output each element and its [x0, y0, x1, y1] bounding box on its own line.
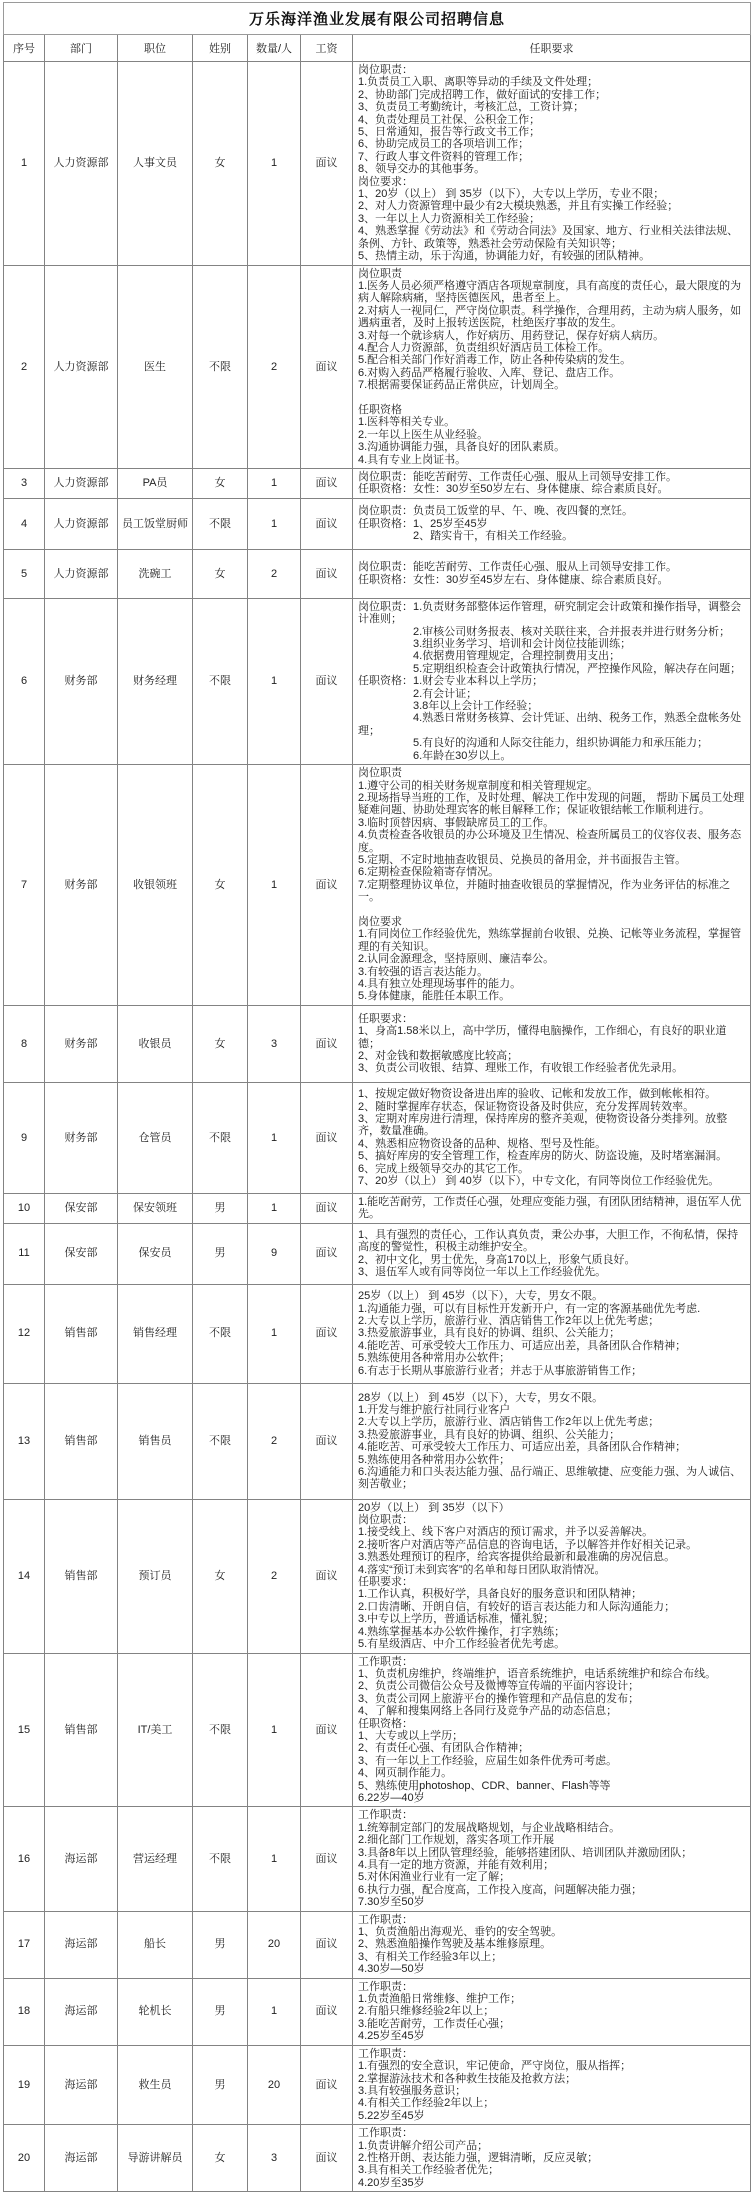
cell-serial-number: 2 [4, 265, 45, 469]
cell-department: 销售部 [45, 1284, 118, 1383]
cell-salary: 面议 [301, 1005, 353, 1082]
cell-department: 保安部 [45, 1193, 118, 1223]
cell-position: 轮机长 [118, 1978, 193, 2045]
column-header: 部门 [45, 35, 118, 62]
column-header: 序号 [4, 35, 45, 62]
cell-serial-number: 9 [4, 1082, 45, 1193]
table-row [4, 265, 751, 469]
cell-salary: 面议 [301, 1653, 353, 1807]
cell-requirements: 1、具有强烈的责任心，工作认真负责，秉公办事，大胆工作，不徇私情，保持高度的警觉性，积极主动维护安全。 2、初中文化，男士优先，身高170以上，形象气质良好。 3、退伍军人或有同等岗位一年以上工作经验优先。 [353, 1223, 751, 1284]
cell-position: 收银员 [118, 1005, 193, 1082]
cell-department: 海运部 [45, 1911, 118, 1978]
cell-requirements: 岗位职责： 1.负责员工入职、离职等异动的手续及文件处理； 2、协助部门完成招聘工作，做好面试的安排工作； 3、负责员工考勤统计，考核汇总，工资计算； 4、负责处理员工社保、公积金工作； 5、日常通知，报告等行政文书工作； 6、协助完成员工的各项培训工作； 7、行政人事文件资料的管理工作； 8、领导交办的其他事务。 岗位要求： 1、20岁（以上） 到 35岁（以下），大专以上学历，专业不限； 2、对人力资源管理中最少有2大模块熟悉，并且有实操工作经验； 3、一年以上人力资源相关工作经验； 4、熟悉掌握《劳动法》和《劳动合同法》及国家、地方、行业相关法律法规、条例、方针、政策等，熟悉社会劳动保险有关知识等； 5、热情主动，乐于沟通，协调能力好，有较强的团队精神。 [353, 62, 751, 266]
column-header: 任职要求 [353, 35, 751, 62]
recruitment-table [3, 2, 751, 2192]
cell-serial-number: 3 [4, 469, 45, 499]
cell-salary: 面议 [301, 1383, 353, 1499]
cell-position: 仓管员 [118, 1082, 193, 1193]
cell-count: 1 [248, 1653, 301, 1807]
cell-count: 1 [248, 1807, 301, 1911]
cell-department: 保安部 [45, 1223, 118, 1284]
table-row [4, 62, 751, 266]
cell-count: 3 [248, 2125, 301, 2192]
cell-serial-number: 17 [4, 1911, 45, 1978]
cell-gender: 女 [193, 469, 248, 499]
cell-salary: 面议 [301, 598, 353, 764]
cell-salary: 面议 [301, 498, 353, 549]
column-header: 工资 [301, 35, 353, 62]
cell-department: 人力资源部 [45, 265, 118, 469]
cell-department: 销售部 [45, 1653, 118, 1807]
cell-department: 销售部 [45, 1383, 118, 1499]
cell-requirements: 工作职责： 1、负责机房维护，终端维护，语音系统维护，电话系统维护和综合布线。 2、负责公司微信公众号及微博等宣传端的平面内容设计； 3、负责公司网上旅游平台的操作管理和产品信息的发布； 4、了解和搜集网络上各同行及竞争产品的动态信息； 任职资格： 1、大专或以上学历； 2、有责任心强、有团队合作精神； 3、有一年以上工作经验，应届生如条件优秀可考虑。 4、网页制作能力。 5、熟练使用photoshop、CDR、banner、Flash等等 6.22岁—40岁 [353, 1653, 751, 1807]
title-row [4, 3, 751, 35]
cell-requirements: 1、按规定做好物资设备进出库的验收、记帐和发放工作，做到帐帐相符。 2、随时掌握库存状态，保证物资设备及时供应，充分发挥周转效率。 3、定期对库房进行清理，保持库房的整齐美观，使物资设备分类排列。放整齐，数量准确。 4、熟悉相应物资设备的品种、规格、型号及性能。 5、搞好库房的安全管理工作，检查库房的防火、防盗设施，及时堵塞漏洞。 6、完成上级领导交办的其它工作。 7、20岁（以上） 到 40岁（以下），中专文化，有同等岗位工作经验优先。 [353, 1082, 751, 1193]
cell-gender: 男 [193, 2045, 248, 2124]
table-row [4, 1383, 751, 1499]
cell-count: 2 [248, 1499, 301, 1653]
cell-count: 1 [248, 1193, 301, 1223]
cell-department: 销售部 [45, 1499, 118, 1653]
cell-count: 9 [248, 1223, 301, 1284]
cell-position: 收银领班 [118, 765, 193, 1006]
cell-gender: 不限 [193, 1807, 248, 1911]
table-row [4, 2125, 751, 2192]
cell-salary: 面议 [301, 1978, 353, 2045]
cell-requirements: 工作职责： 1.负责讲解介绍公司产品； 2.性格开朗、表达能力强，逻辑清晰，反应灵敏； 3.具有相关工作经验者优先； 4.20岁至35岁 [353, 2125, 751, 2192]
cell-gender: 男 [193, 1978, 248, 2045]
cell-count: 20 [248, 1911, 301, 1978]
table-row [4, 469, 751, 499]
cell-position: 销售经理 [118, 1284, 193, 1383]
table-row [4, 498, 751, 549]
cell-serial-number: 14 [4, 1499, 45, 1653]
cell-gender: 男 [193, 1223, 248, 1284]
cell-salary: 面议 [301, 1082, 353, 1193]
cell-requirements: 25岁（以上） 到 45岁（以下），大专，男女不限。 1.沟通能力强，可以有目标性开发新开户，有一定的客源基础优先考虑. 2.大专以上学历，旅游行业、酒店销售工作2年以上优先考虑； 3.热爱旅游事业，具有良好的协调、组织、公关能力； 4.能吃苦、可承受较大工作压力、可适应出差，具备团队合作精神； 5.熟练使用各种常用办公软件； 6.有志于长期从事旅游行业者；并志于从事旅游销售工作； [353, 1284, 751, 1383]
cell-serial-number: 11 [4, 1223, 45, 1284]
cell-count: 1 [248, 62, 301, 266]
cell-serial-number: 4 [4, 498, 45, 549]
cell-count: 1 [248, 1284, 301, 1383]
table-row [4, 1807, 751, 1911]
cell-requirements: 岗位职责：1.负责财务部整体运作管理，研究制定会计政策和操作指导，调整会计准则； 2.审核公司财务报表、核对关联往来，合并报表并进行财务分析； 3.组织业务学习、培训和会计岗位技能训练； 4.依据费用管理规定，合理控制费用支出； 5.定期组织检查会计政策执行情况，严控操作风险，解决存在问题； 任职资格：1.财会专业本科以上学历； 2.有会计证； 3.8年以上会计工作经验； 4.熟悉日常财务核算、会计凭证、出纳、税务工作，熟悉全盘帐务处理； 5.有良好的沟通和人际交往能力，组织协调能力和承压能力； 6.年龄在30岁以上。 [353, 598, 751, 764]
cell-gender: 不限 [193, 498, 248, 549]
cell-department: 财务部 [45, 765, 118, 1006]
cell-salary: 面议 [301, 1807, 353, 1911]
cell-serial-number: 19 [4, 2045, 45, 2124]
cell-salary: 面议 [301, 1284, 353, 1383]
cell-serial-number: 10 [4, 1193, 45, 1223]
cell-serial-number: 8 [4, 1005, 45, 1082]
cell-position: 人事文员 [118, 62, 193, 266]
cell-position: 洗碗工 [118, 549, 193, 598]
cell-count: 20 [248, 2045, 301, 2124]
table-row [4, 1911, 751, 1978]
cell-requirements: 工作职责： 1、负责渔船出海观光、垂钓的安全驾驶。 2、熟悉渔船操作驾驶及基本维修原理。 3、有相关工作经验3年以上； 4.30岁—50岁 [353, 1911, 751, 1978]
cell-serial-number: 20 [4, 2125, 45, 2192]
cell-serial-number: 12 [4, 1284, 45, 1383]
cell-department: 海运部 [45, 1807, 118, 1911]
cell-gender: 男 [193, 1911, 248, 1978]
cell-salary: 面议 [301, 1223, 353, 1284]
cell-count: 1 [248, 469, 301, 499]
cell-gender: 不限 [193, 1082, 248, 1193]
cell-gender: 不限 [193, 265, 248, 469]
column-header: 数量/人 [248, 35, 301, 62]
cell-requirements: 岗位职责：能吃苦耐劳、工作责任心强、服从上司领导安排工作。 任职资格：女性：30岁至45岁左右、身体健康、综合素质良好。 [353, 549, 751, 598]
cell-serial-number: 13 [4, 1383, 45, 1499]
cell-position: 销售员 [118, 1383, 193, 1499]
table-row [4, 1005, 751, 1082]
page-title: 万乐海洋渔业发展有限公司招聘信息 [4, 3, 751, 35]
cell-requirements: 28岁（以上） 到 45岁（以下），大专，男女不限。 1.开发与维护旅行社同行业客户 2.大专以上学历，旅游行业、酒店销售工作2年以上优先考虑； 3.热爱旅游事业，具有良好的协调、组织、公关能力； 4.能吃苦、可承受较大工作压力、可适应出差，具备团队合作精神； 5.熟练使用各种常用办公软件； 6.沟通能力和口头表达能力强、品行端正、思维敏捷、应变能力强、为人诚信、刻苦敬业； [353, 1383, 751, 1499]
cell-position: PA员 [118, 469, 193, 499]
recruitment-table-body [4, 62, 751, 2192]
cell-salary: 面议 [301, 62, 353, 266]
cell-count: 2 [248, 1383, 301, 1499]
cell-requirements: 岗位职责 1.医务人员必须严格遵守酒店各项规章制度，具有高度的责任心，最大限度的为病人解除病痛，坚持医德医风，患者至上。 2.对病人一视同仁，严守岗位职责。科学操作，合理用药，主动为病人服务，如遇病重者，及时上报转送医院，杜绝医疗事故的发生。 3.对每一个就诊病人，作好病历、用药登记，保存好病人病历。 4.配合人力资源部，负责组织好酒店员工体检工作。 5.配合相关部门作好消毒工作，防止各种传染病的发生。 6.对购入药品严格履行验收、入库、登记、盘店工作。 7.根据需要保证药品正常供应，计划周全。 任职资格 1.医科等相关专业。 2.一年以上医生从业经验。 3.沟通协调能力强，具备良好的团队素质。 4.具有专业上岗证书。 [353, 265, 751, 469]
cell-department: 财务部 [45, 1082, 118, 1193]
cell-salary: 面议 [301, 765, 353, 1006]
cell-salary: 面议 [301, 265, 353, 469]
cell-department: 人力资源部 [45, 62, 118, 266]
cell-requirements: 任职要求： 1、身高1.58米以上，高中学历，懂得电脑操作，工作细心，有良好的职业道德； 2、对金钱和数据敏感度比较高； 3、负责公司收银、结算、理账工作，有收银工作经验者优先录用。 [353, 1005, 751, 1082]
cell-position: 船长 [118, 1911, 193, 1978]
cell-count: 1 [248, 765, 301, 1006]
cell-gender: 不限 [193, 1383, 248, 1499]
table-row [4, 1284, 751, 1383]
cell-gender: 男 [193, 1193, 248, 1223]
cell-department: 人力资源部 [45, 549, 118, 598]
cell-position: 保安领班 [118, 1193, 193, 1223]
cell-count: 2 [248, 549, 301, 598]
column-header: 姓别 [193, 35, 248, 62]
cell-position: 医生 [118, 265, 193, 469]
table-row [4, 1082, 751, 1193]
cell-count: 2 [248, 265, 301, 469]
header-row [4, 35, 751, 62]
cell-department: 财务部 [45, 598, 118, 764]
cell-count: 3 [248, 1005, 301, 1082]
table-row [4, 765, 751, 1006]
cell-department: 财务部 [45, 1005, 118, 1082]
table-row [4, 1499, 751, 1653]
cell-salary: 面议 [301, 1499, 353, 1653]
cell-department: 人力资源部 [45, 469, 118, 499]
cell-gender: 女 [193, 549, 248, 598]
cell-department: 海运部 [45, 2045, 118, 2124]
cell-requirements: 岗位职责：负责员工饭堂的早、午、晚、夜四餐的烹饪。 任职资格：1、25岁至45岁 2、踏实肯干，有相关工作经验。 [353, 498, 751, 549]
cell-requirements: 工作职责： 1.统筹制定部门的发展战略规划，与企业战略相结合。 2.细化部门工作规划，落实各项工作开展 3.具备8年以上团队管理经验，能够搭建团队、培训团队并激励团队； 4.具有一定的地方资源，并能有效利用； 5.对休闲渔业行业有一定了解； 6.执行力强，配合度高，工作投入度高，问题解决能力强； 7.30岁至50岁 [353, 1807, 751, 1911]
cell-salary: 面议 [301, 2125, 353, 2192]
column-header: 职位 [118, 35, 193, 62]
cell-position: 营运经理 [118, 1807, 193, 1911]
table-row [4, 2045, 751, 2124]
cell-gender: 女 [193, 765, 248, 1006]
cell-requirements: 工作职责： 1.负责渔船日常维修、维护工作； 2.有船只维修经验2年以上； 3.能吃苦耐劳，工作责任心强； 4.25岁至45岁 [353, 1978, 751, 2045]
cell-position: 员工饭堂厨师 [118, 498, 193, 549]
cell-salary: 面议 [301, 2045, 353, 2124]
cell-position: IT/美工 [118, 1653, 193, 1807]
cell-salary: 面议 [301, 469, 353, 499]
cell-serial-number: 6 [4, 598, 45, 764]
cell-position: 导游讲解员 [118, 2125, 193, 2192]
table-row [4, 1653, 751, 1807]
cell-gender: 女 [193, 2125, 248, 2192]
cell-salary: 面议 [301, 549, 353, 598]
cell-serial-number: 16 [4, 1807, 45, 1911]
cell-count: 1 [248, 598, 301, 764]
cell-gender: 不限 [193, 1653, 248, 1807]
cell-requirements: 岗位职责 1.遵守公司的相关财务规章制度和相关管理规定。 2.现场指导当班的工作，及时处理、解决工作中发现的问题， 帮助下属员工处理疑难问题、协助处理宾客的帐目解释工作；保证收银结帐工作顺利进行。 3.临时顶替因病、事假缺席员工的工作。 4.负责检查各收银员的办公环境及卫生情况、检查所属员工的仪容仪表、服务态度。 5.定期、不定时地抽查收银员、兑换员的备用金，并书面报告主管。 6.定期检查保险箱寄存情况。 7.定期整理协议单位，并随时抽查收银员的掌握情况，作为业务评估的标准之一。 岗位要求 1.有同岗位工作经验优先，熟练掌握前台收银、兑换、记帐等业务流程，掌握管理的有关知识。 2.认同金源理念，坚持原则、廉洁奉公。 3.有较强的语言表达能力。 4.具有独立处理现场事件的能力。 5.身体健康，能胜任本职工作。 [353, 765, 751, 1006]
table-row [4, 1978, 751, 2045]
cell-serial-number: 1 [4, 62, 45, 266]
cell-requirements: 20岁（以上） 到 35岁（以下） 岗位职责： 1.接受线上、线下客户对酒店的预订需求，并予以妥善解决。 2.接听客户对酒店等产品信息的咨询电话，予以解答并作好相关记录。 3.熟悉处理预订的程序，给宾客提供给最新和最准确的房况信息。 4.落实“预订未到宾客”的名单和每日团队取消情况。 任职要求： 1.工作认真，积极好学，具备良好的服务意识和团队精神； 2.口齿清晰、开朗自信，有较好的语言表达能力和人际沟通能力； 3.中专以上学历，普通话标准，懂礼貌； 4.熟练掌握基本办公软件操作，打字熟练； 5.有星级酒店、中介工作经验者优先考虑。 [353, 1499, 751, 1653]
table-row [4, 598, 751, 764]
cell-position: 保安员 [118, 1223, 193, 1284]
cell-count: 1 [248, 1978, 301, 2045]
cell-serial-number: 7 [4, 765, 45, 1006]
cell-requirements: 工作职责： 1.有强烈的安全意识，牢记使命，严守岗位，服从指挥； 2.掌握游泳技术和各种救生技能及抢救方法； 3.具有较强服务意识； 4.有相关工作经验2年以上； 5.22岁至45岁 [353, 2045, 751, 2124]
cell-department: 海运部 [45, 1978, 118, 2045]
table-row [4, 1193, 751, 1223]
cell-count: 1 [248, 1082, 301, 1193]
cell-gender: 女 [193, 1005, 248, 1082]
cell-position: 财务经理 [118, 598, 193, 764]
cell-serial-number: 5 [4, 549, 45, 598]
cell-gender: 不限 [193, 598, 248, 764]
cell-department: 人力资源部 [45, 498, 118, 549]
cell-serial-number: 15 [4, 1653, 45, 1807]
cell-requirements: 岗位职责：能吃苦耐劳、工作责任心强、服从上司领导安排工作。 任职资格：女性：30岁至50岁左右、身体健康、综合素质良好。 [353, 469, 751, 499]
table-row [4, 549, 751, 598]
cell-salary: 面议 [301, 1911, 353, 1978]
cell-position: 预订员 [118, 1499, 193, 1653]
table-row [4, 1223, 751, 1284]
cell-serial-number: 18 [4, 1978, 45, 2045]
cell-count: 1 [248, 498, 301, 549]
cell-gender: 女 [193, 1499, 248, 1653]
cell-department: 海运部 [45, 2125, 118, 2192]
cell-gender: 女 [193, 62, 248, 266]
cell-position: 救生员 [118, 2045, 193, 2124]
cell-requirements: 1.能吃苦耐劳，工作责任心强，处理应变能力强，有团队团结精神，退伍军人优先。 [353, 1193, 751, 1223]
cell-salary: 面议 [301, 1193, 353, 1223]
cell-gender: 不限 [193, 1284, 248, 1383]
